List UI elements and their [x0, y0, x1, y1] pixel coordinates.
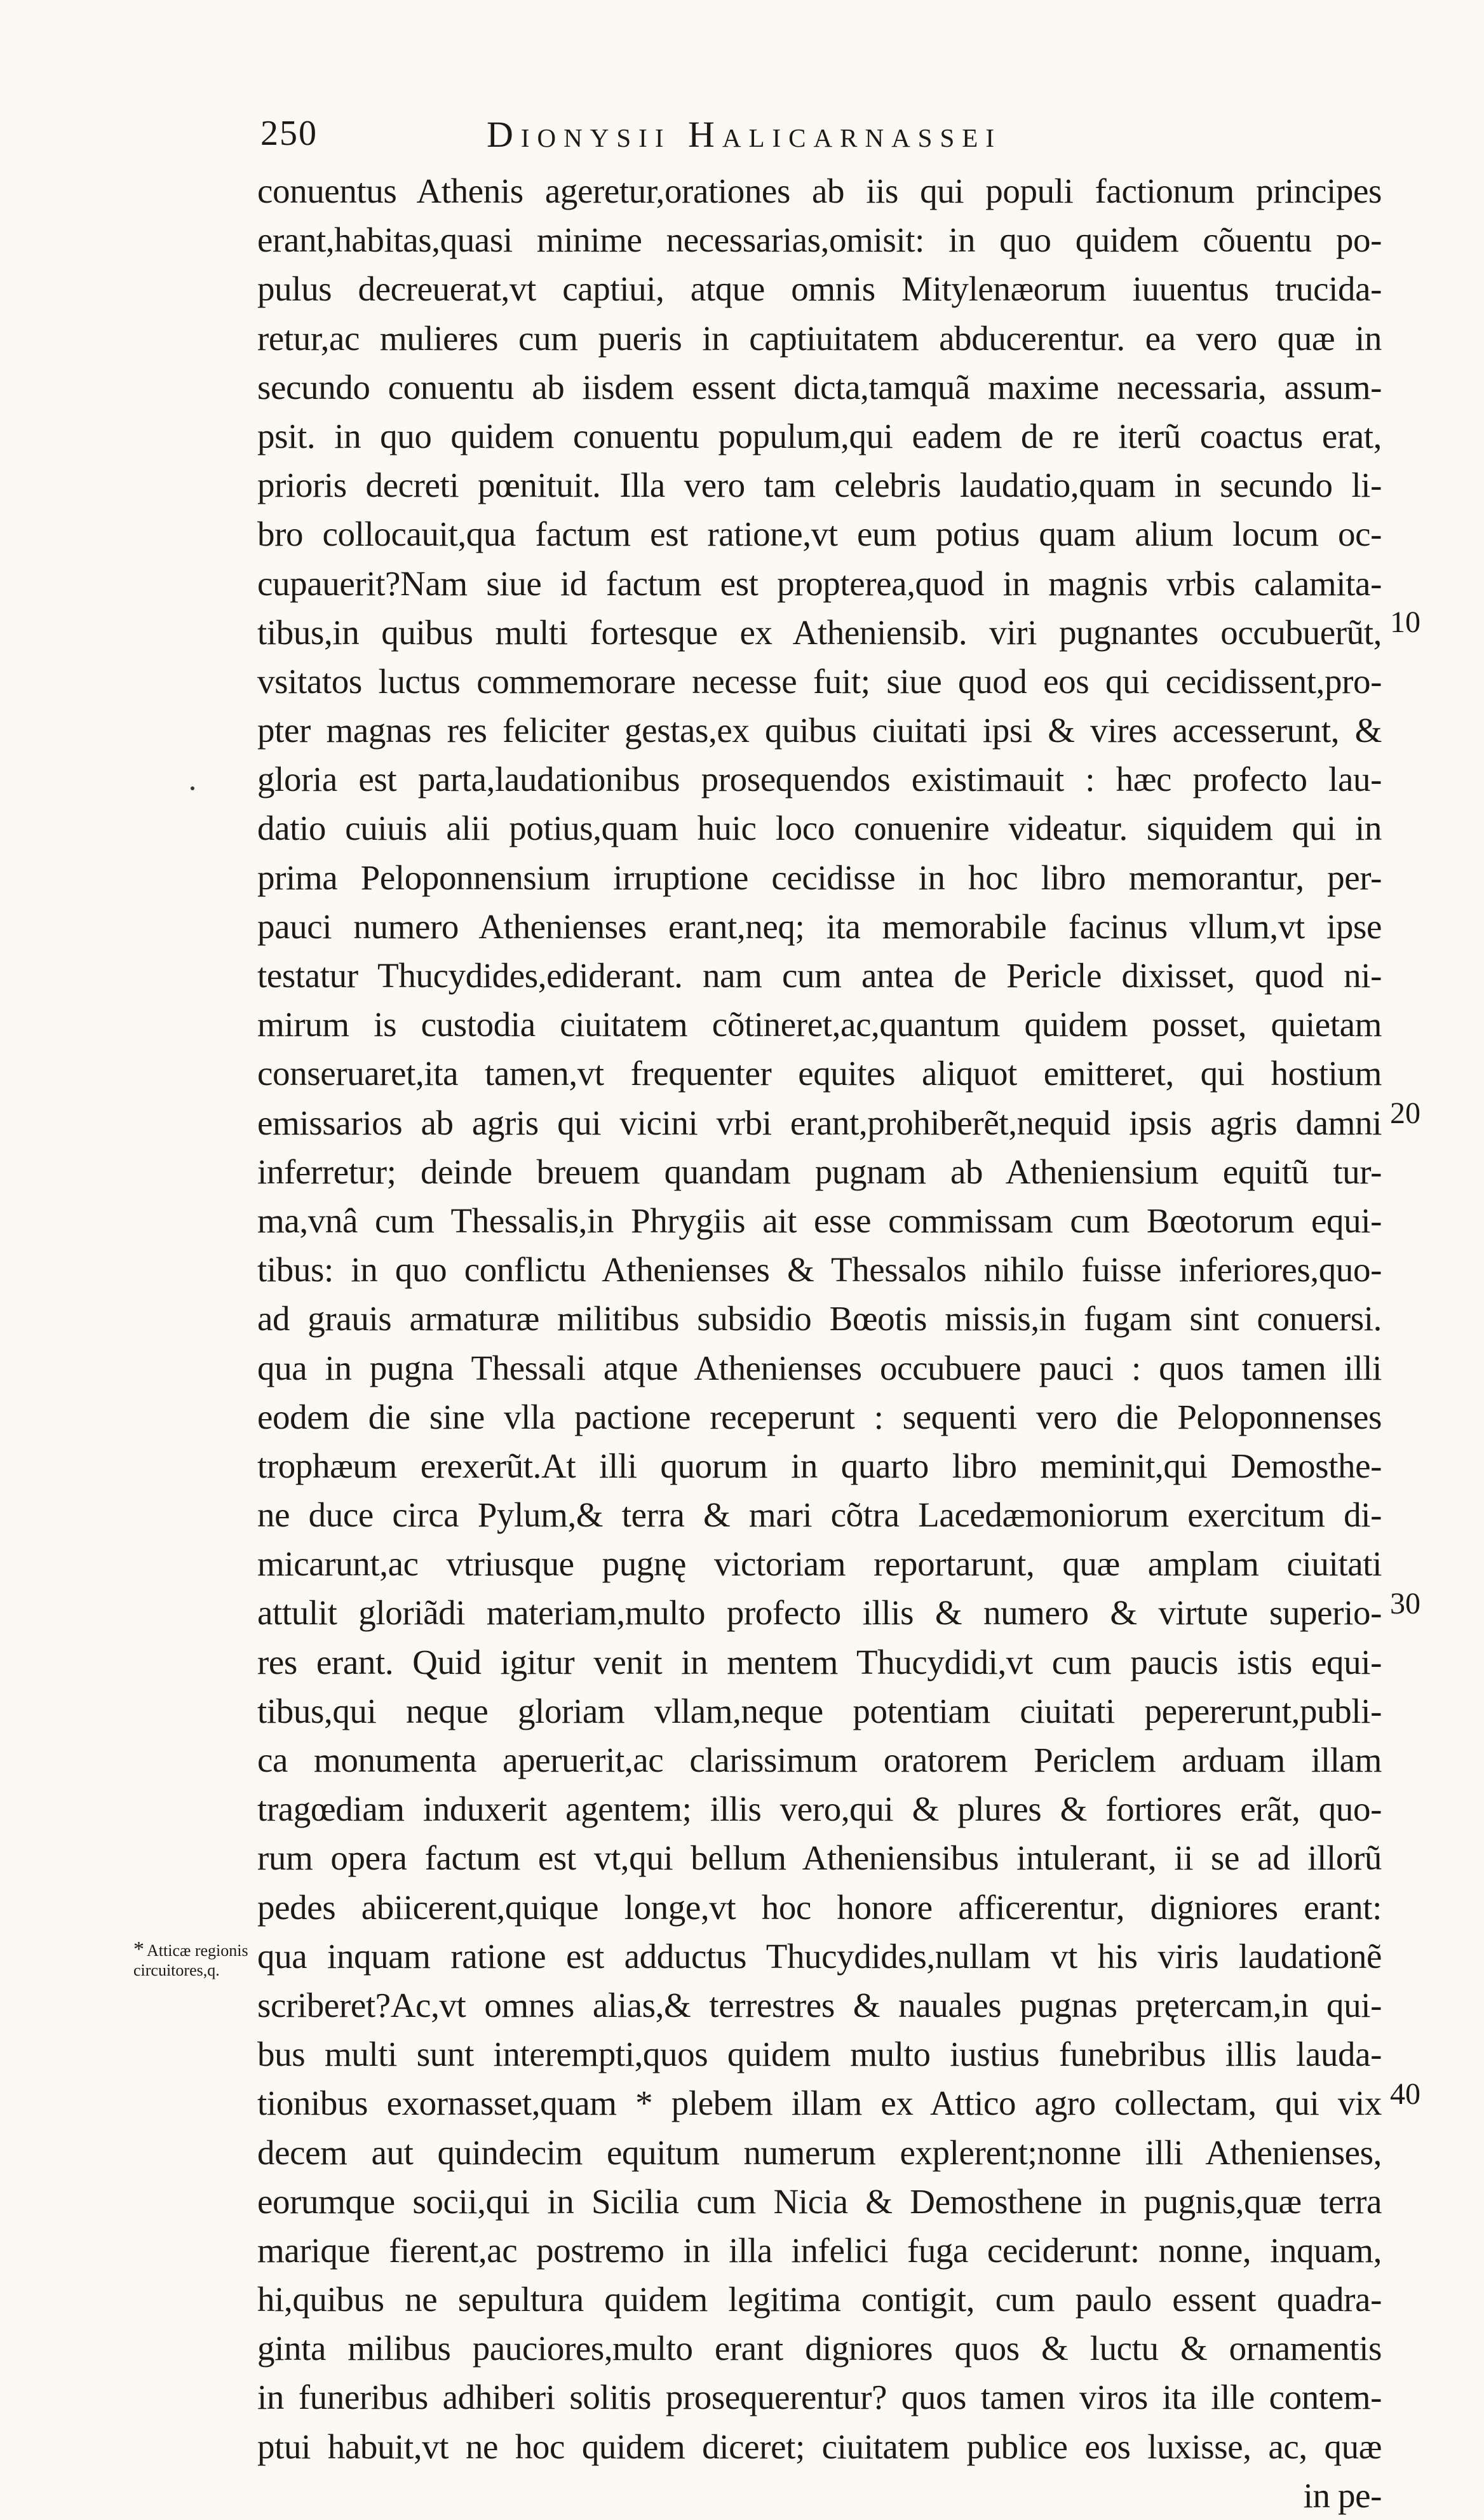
text-line: conuentus Athenis ageretur,orationes ab iis qui populi factionum principes — [257, 172, 1382, 210]
text-line: hi,quibus ne sepultura quidem legitima contigit, cum paulo essent quadra- — [257, 2280, 1382, 2319]
line-number-20: 20 — [1390, 1096, 1420, 1130]
line-number-30: 30 — [1390, 1587, 1420, 1620]
text-line: qua in pugna Thessali atque Athenienses occubuere pauci : quos tamen illi — [257, 1348, 1382, 1387]
text-line: rum opera factum est vt,qui bellum Atheniensibus intulerant, ii se ad illorũ — [257, 1838, 1382, 1878]
text-line: retur,ac mulieres cum pueris in captiuitatem abducerentur. ea vero quæ in — [257, 318, 1382, 358]
text-line: in pe- — [1303, 2476, 1382, 2515]
text-line: tibus: in quo conflictu Athenienses & Thessalos nihilo fuisse inferiores,quo- — [257, 1250, 1382, 1290]
text-line: ma,vnâ cum Thessalis,in Phrygiis ait esse commissam cum Bœotorum equi- — [257, 1201, 1382, 1240]
text-line: bus multi sunt interempti,quos quidem multo iustius funebribus illis lauda- — [257, 2035, 1382, 2074]
text-line: micarunt,ac vtriusque pugnę victoriam reportarunt, quæ amplam ciuitati — [257, 1544, 1382, 1584]
line-number-40: 40 — [1390, 2077, 1420, 2111]
running-title: Dionysii Halicarnassei — [487, 114, 1002, 155]
text-line: testatur Thucydides,ediderant. nam cum antea de Pericle dixisset, quod ni- — [257, 956, 1382, 995]
text-line: attulit gloriãdi materiam,multo profecto illis & numero & virtute superio- — [257, 1593, 1382, 1633]
text-line: bro collocauit,qua factum est ratione,vt eum potius quam alium locum oc- — [257, 515, 1382, 554]
text-line: in funeribus adhiberi solitis prosequerentur? quos tamen viros ita ille contem- — [257, 2378, 1382, 2417]
margin-note-text: Atticæ regionis circuitores,q. — [133, 1941, 248, 1979]
margin-note — [133, 1939, 254, 1980]
text-line: erant,habitas,quasi minime necessarias,omisit: in quo quidem cõuentu po- — [257, 220, 1382, 260]
text-line: ptui habuit,vt ne hoc quidem diceret; ciuitatem publice eos luxisse, ac, quæ — [257, 2427, 1382, 2466]
text-line: eodem die sine vlla pactione receperunt : sequenti vero die Peloponnenses — [257, 1397, 1382, 1436]
line-number-10: 10 — [1390, 605, 1420, 639]
text-line: ca monumenta aperuerit,ac clarissimum oratorem Periclem arduam illam — [257, 1741, 1382, 1779]
text-line: eorumque socii,qui in Sicilia cum Nicia & Demosthene in pugnis,quæ terra — [257, 2181, 1382, 2221]
text-line: mirum is custodia ciuitatem cõtineret,ac,quantum quidem posset, quietam — [257, 1005, 1382, 1044]
text-line: tibus,qui neque gloriam vllam,neque potentiam ciuitati pepererunt,publi- — [257, 1691, 1382, 1730]
text-line: cupauerit?Nam siue id factum est propterea,quod in magnis vrbis calamita- — [257, 563, 1382, 603]
text-line: trophæum erexerũt.At illi quorum in quarto libro meminit,qui Demosthe- — [257, 1446, 1382, 1485]
text-line: tionibus exornasset,quam * plebem illam ex Attico agro collectam, qui vix — [257, 2084, 1382, 2123]
text-line: psit. in quo quidem conuentu populum,qui eadem de re iterũ coactus erat, — [257, 416, 1382, 455]
text-line: tragœdiam induxerit agentem; illis vero,qui & plures & fortiores erãt, quo- — [257, 1789, 1382, 1829]
text-line: pter magnas res feliciter gestas,ex quibus ciuitati ipsi & vires accesserunt, & — [257, 711, 1382, 750]
text-line: res erant. Quid igitur venit in mentem Thucydidi,vt cum paucis istis equi- — [257, 1642, 1382, 1681]
text-line: scriberet?Ac,vt omnes alias,& terrestres & nauales pugnas prętercam,in qui- — [257, 1985, 1382, 2025]
text-line: ne duce circa Pylum,& terra & mari cõtra Lacedæmoniorum exercitum di- — [257, 1495, 1382, 1535]
text-line: qua inquam ratione est adductus Thucydides,nullam vt his viris laudationẽ — [257, 1936, 1382, 1976]
body-text — [257, 166, 1382, 2520]
text-line: secundo conuentu ab iisdem essent dicta,tamquã maxime necessaria, assum- — [257, 367, 1382, 407]
text-line: conseruaret,ita tamen,vt frequenter equites aliquot emitteret, qui hostium — [257, 1054, 1382, 1093]
text-line: prima Peloponnensium irruptione cecidisse in hoc libro memorantur, per- — [257, 858, 1382, 897]
text-line: emissarios ab agris qui vicini vrbi erant,prohiberẽt,nequid ipsis agris damni — [257, 1103, 1382, 1142]
page-number: 250 — [260, 114, 318, 153]
text-line: pulus decreuerat,vt captiui, atque omnis Mitylenæorum iuuentus trucida- — [257, 269, 1382, 309]
margin-dot — [191, 786, 194, 790]
text-line: inferretur; deinde breuem quandam pugnam ab Atheniensium equitũ tur- — [257, 1152, 1382, 1191]
text-line: decem aut quindecim equitum numerum explerent;nonne illi Athenienses, — [257, 2133, 1382, 2172]
text-line: pedes abiicerent,quique longe,vt hoc honore afficerentur, digniores erant: — [257, 1887, 1382, 1927]
margin-note-marker: * — [133, 1937, 144, 1961]
running-head — [260, 113, 1372, 158]
text-line: tibus,in quibus multi fortesque ex Atheniensib. viri pugnantes occubuerũt, — [257, 612, 1382, 652]
text-line: gloria est parta,laudationibus prosequendos existimauit : hæc profecto lau- — [257, 760, 1382, 799]
text-line: marique fierent,ac postremo in illa infelici fuga ceciderunt: nonne, inquam, — [257, 2230, 1382, 2270]
text-line: pauci numero Athenienses erant,neq; ita memorabile facinus vllum,vt ipse — [257, 906, 1382, 946]
text-line: vsitatos luctus commemorare necesse fuit; siue quod eos qui cecidissent,pro- — [257, 661, 1382, 701]
text-line: datio cuiuis alii potius,quam huic loco conuenire videatur. siquidem qui in — [257, 809, 1382, 848]
text-line: prioris decreti pœnituit. Illa vero tam celebris laudatio,quam in secundo li- — [257, 466, 1382, 505]
text-line: ad grauis armaturæ militibus subsidio Bœotis missis,in fugam sint conuersi. — [257, 1299, 1382, 1338]
text-line: ginta milibus pauciores,multo erant digniores quos & luctu & ornamentis — [257, 2329, 1382, 2368]
